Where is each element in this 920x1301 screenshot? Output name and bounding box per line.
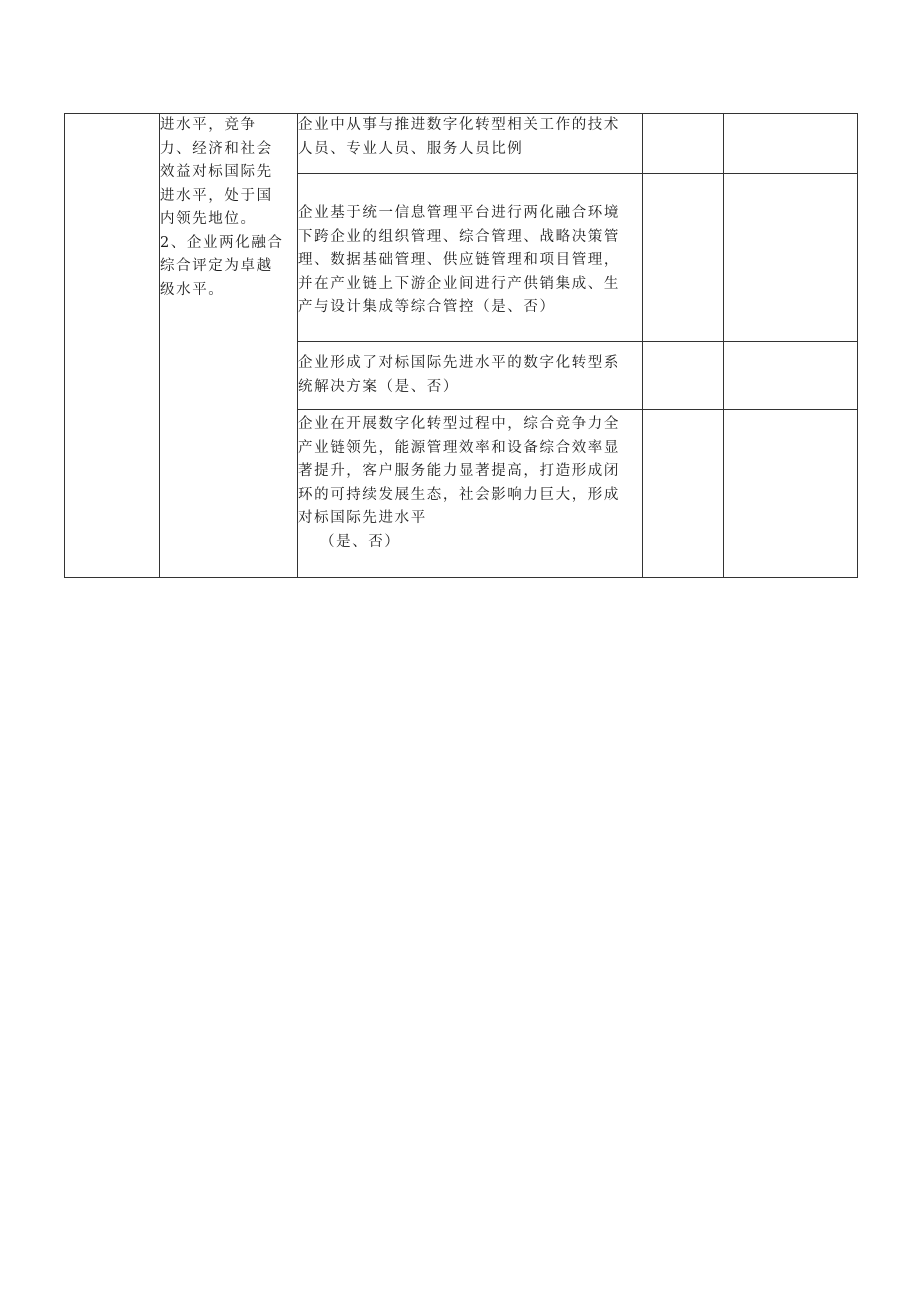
criteria-line: 效益对标国际先	[160, 164, 273, 180]
table-row	[65, 114, 858, 174]
evaluation-table	[64, 113, 858, 578]
indicator-line: 企业基于统一信息管理平台进行两化融合环境	[298, 205, 620, 221]
criteria-line: 力、经济和社会	[160, 140, 273, 157]
indicator-line: 著提升，客户服务能力显著提高，打造形成闭	[298, 463, 620, 479]
criteria-line: 进水平，竞争	[160, 117, 257, 133]
score-cell	[643, 410, 724, 578]
indicator-line: 理、数据基础管理、供应链管理和项目管理，	[298, 252, 620, 268]
indicator-cell	[298, 342, 643, 410]
criteria-line: 综合评定为卓越	[160, 258, 273, 274]
indicator-line: 下跨企业的组织管理、综合管理、战略决策管	[298, 228, 620, 245]
indicator-line: 环的可持续发展生态，社会影响力巨大，形成	[298, 486, 620, 503]
criteria-line: 2、企业两化融合	[160, 234, 284, 251]
criteria-line: 级水平。	[160, 281, 225, 298]
criteria-line: 内领先地位。	[160, 211, 257, 227]
criteria-line: 进水平，处于国	[160, 187, 273, 204]
remark-cell	[724, 174, 858, 342]
level-cell	[65, 114, 160, 578]
indicator-cell	[298, 114, 643, 174]
remark-cell	[724, 410, 858, 578]
indicator-line: 并在产业链上下游企业间进行产供销集成、生	[298, 275, 620, 292]
indicator-cell	[298, 410, 643, 578]
indicator-line: 人员、专业人员、服务人员比例	[298, 140, 524, 157]
indicator-line: 产业链领先，能源管理效率和设备综合效率显	[298, 439, 620, 456]
remark-cell	[724, 114, 858, 174]
indicator-cell	[298, 174, 643, 342]
indicator-line: 企业在开展数字化转型过程中，综合竞争力全	[298, 416, 620, 432]
indicator-line: （是、否）	[320, 533, 401, 550]
criteria-cell	[160, 114, 298, 578]
indicator-line: 企业中从事与推进数字化转型相关工作的技术	[298, 117, 620, 133]
score-cell	[643, 174, 724, 342]
remark-cell	[724, 342, 858, 410]
indicator-line: 对标国际先进水平	[298, 510, 427, 526]
score-cell	[643, 114, 724, 174]
indicator-line: 企业形成了对标国际先进水平的数字化转型系	[298, 355, 620, 371]
score-cell	[643, 342, 724, 410]
indicator-line: 统解决方案（是、否）	[298, 378, 459, 395]
indicator-line: 产与设计集成等综合管控（是、否）	[298, 299, 556, 315]
